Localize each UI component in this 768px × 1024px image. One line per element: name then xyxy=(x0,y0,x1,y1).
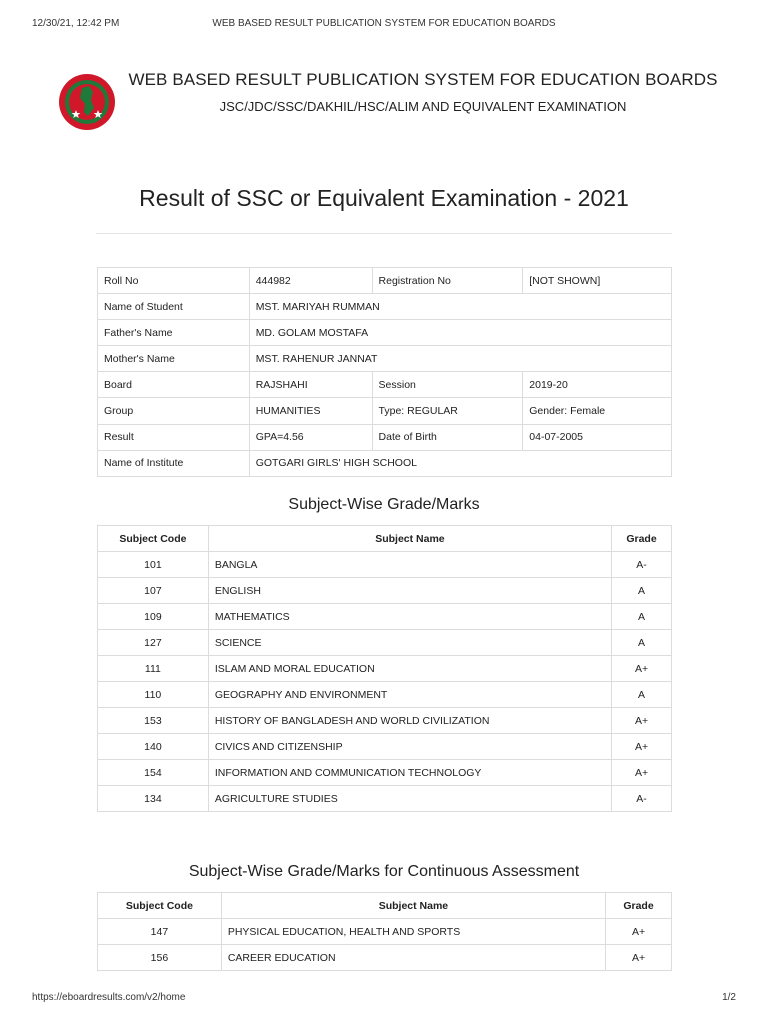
subject-name-cell: INFORMATION AND COMMUNICATION TECHNOLOGY xyxy=(208,760,611,786)
table-row xyxy=(98,294,672,320)
ca-section-title: Subject-Wise Grade/Marks for Continuous Assessment xyxy=(188,863,580,880)
subject-name-cell: CAREER EDUCATION xyxy=(221,945,605,971)
table-row xyxy=(98,398,672,424)
grade-cell: A+ xyxy=(612,656,672,682)
grades-section-title: Subject-Wise Grade/Marks xyxy=(288,496,480,513)
table-row xyxy=(98,708,672,734)
grade-cell: A+ xyxy=(606,945,672,971)
table-row xyxy=(98,320,672,346)
table-row xyxy=(98,630,672,656)
grade-cell: A xyxy=(612,578,672,604)
grade-cell: A xyxy=(612,630,672,656)
table-header-row xyxy=(98,526,672,552)
table-row xyxy=(98,786,672,812)
subject-code-cell: 154 xyxy=(98,760,209,786)
registration-value: [NOT SHOWN] xyxy=(523,268,672,294)
subject-name-cell: SCIENCE xyxy=(208,630,611,656)
registration-label: Registration No xyxy=(372,268,523,294)
grade-cell: A+ xyxy=(612,734,672,760)
session-label: Session xyxy=(372,372,523,398)
site-subtitle: JSC/JDC/SSC/DAKHIL/HSC/ALIM AND EQUIVALENT EXAMINATION xyxy=(219,99,627,114)
table-header-row xyxy=(98,893,672,919)
mother-name-value: MST. RAHENUR JANNAT xyxy=(249,346,671,372)
table-row xyxy=(98,919,672,945)
roll-label: Roll No xyxy=(98,268,250,294)
table-row xyxy=(98,424,672,450)
grade-header: Grade xyxy=(606,893,672,919)
table-row xyxy=(98,682,672,708)
roll-value: 444982 xyxy=(249,268,372,294)
site-title: WEB BASED RESULT PUBLICATION SYSTEM FOR EDUCATION BOARDS xyxy=(128,70,718,89)
grade-cell: A xyxy=(612,604,672,630)
subject-code-cell: 109 xyxy=(98,604,209,630)
subject-code-cell: 156 xyxy=(98,945,222,971)
dob-label: Date of Birth xyxy=(372,424,523,450)
subject-code-cell: 134 xyxy=(98,786,209,812)
grade-cell: A+ xyxy=(612,708,672,734)
table-row xyxy=(98,734,672,760)
print-datetime: 12/30/21, 12:42 PM xyxy=(32,18,120,29)
table-row xyxy=(98,372,672,398)
grade-header: Grade xyxy=(612,526,672,552)
subject-code-cell: 101 xyxy=(98,552,209,578)
gender-value: Gender: Female xyxy=(523,398,672,424)
subject-code-cell: 110 xyxy=(98,682,209,708)
table-row xyxy=(98,268,672,294)
board-label: Board xyxy=(98,372,250,398)
student-info-table xyxy=(97,267,672,477)
session-value: 2019-20 xyxy=(523,372,672,398)
subject-name-header: Subject Name xyxy=(208,526,611,552)
subject-name-cell: AGRICULTURE STUDIES xyxy=(208,786,611,812)
table-row xyxy=(98,604,672,630)
student-name-value: MST. MARIYAH RUMMAN xyxy=(249,294,671,320)
table-row xyxy=(98,578,672,604)
subject-code-header: Subject Code xyxy=(98,893,222,919)
government-seal-logo xyxy=(58,66,116,138)
subject-name-cell: BANGLA xyxy=(208,552,611,578)
subject-code-header: Subject Code xyxy=(98,526,209,552)
print-page-title: WEB BASED RESULT PUBLICATION SYSTEM FOR EDUCATION BOARDS xyxy=(212,18,556,29)
subject-name-cell: ISLAM AND MORAL EDUCATION xyxy=(208,656,611,682)
subject-name-cell: GEOGRAPHY AND ENVIRONMENT xyxy=(208,682,611,708)
mother-name-label: Mother's Name xyxy=(98,346,250,372)
subject-name-cell: HISTORY OF BANGLADESH AND WORLD CIVILIZATION xyxy=(208,708,611,734)
institute-value: GOTGARI GIRLS' HIGH SCHOOL xyxy=(249,450,671,476)
father-name-label: Father's Name xyxy=(98,320,250,346)
subject-code-cell: 111 xyxy=(98,656,209,682)
student-name-label: Name of Student xyxy=(98,294,250,320)
page-number: 1/2 xyxy=(722,992,736,1003)
subject-code-cell: 147 xyxy=(98,919,222,945)
table-row xyxy=(98,552,672,578)
divider xyxy=(96,233,672,234)
subject-code-cell: 107 xyxy=(98,578,209,604)
board-value: RAJSHAHI xyxy=(249,372,372,398)
type-value: Type: REGULAR xyxy=(372,398,523,424)
grade-cell: A- xyxy=(612,786,672,812)
table-row xyxy=(98,656,672,682)
subject-name-header: Subject Name xyxy=(221,893,605,919)
subject-code-cell: 127 xyxy=(98,630,209,656)
subject-name-cell: MATHEMATICS xyxy=(208,604,611,630)
subject-name-cell: PHYSICAL EDUCATION, HEALTH AND SPORTS xyxy=(221,919,605,945)
grade-cell: A xyxy=(612,682,672,708)
result-label: Result xyxy=(98,424,250,450)
group-label: Group xyxy=(98,398,250,424)
subject-grades-table xyxy=(97,525,672,812)
subject-name-cell: CIVICS AND CITIZENSHIP xyxy=(208,734,611,760)
table-row xyxy=(98,346,672,372)
table-row xyxy=(98,450,672,476)
father-name-value: MD. GOLAM MOSTAFA xyxy=(249,320,671,346)
table-row xyxy=(98,945,672,971)
subject-code-cell: 153 xyxy=(98,708,209,734)
subject-name-cell: ENGLISH xyxy=(208,578,611,604)
dob-value: 04-07-2005 xyxy=(523,424,672,450)
grade-cell: A- xyxy=(612,552,672,578)
table-row xyxy=(98,760,672,786)
grade-cell: A+ xyxy=(612,760,672,786)
institute-label: Name of Institute xyxy=(98,450,250,476)
exam-title: Result of SSC or Equivalent Examination - 2021 xyxy=(139,185,629,211)
group-value: HUMANITIES xyxy=(249,398,372,424)
page-url: https://eboardresults.com/v2/home xyxy=(32,992,186,1003)
grade-cell: A+ xyxy=(606,919,672,945)
result-value: GPA=4.56 xyxy=(249,424,372,450)
subject-code-cell: 140 xyxy=(98,734,209,760)
continuous-assessment-table xyxy=(97,892,672,971)
